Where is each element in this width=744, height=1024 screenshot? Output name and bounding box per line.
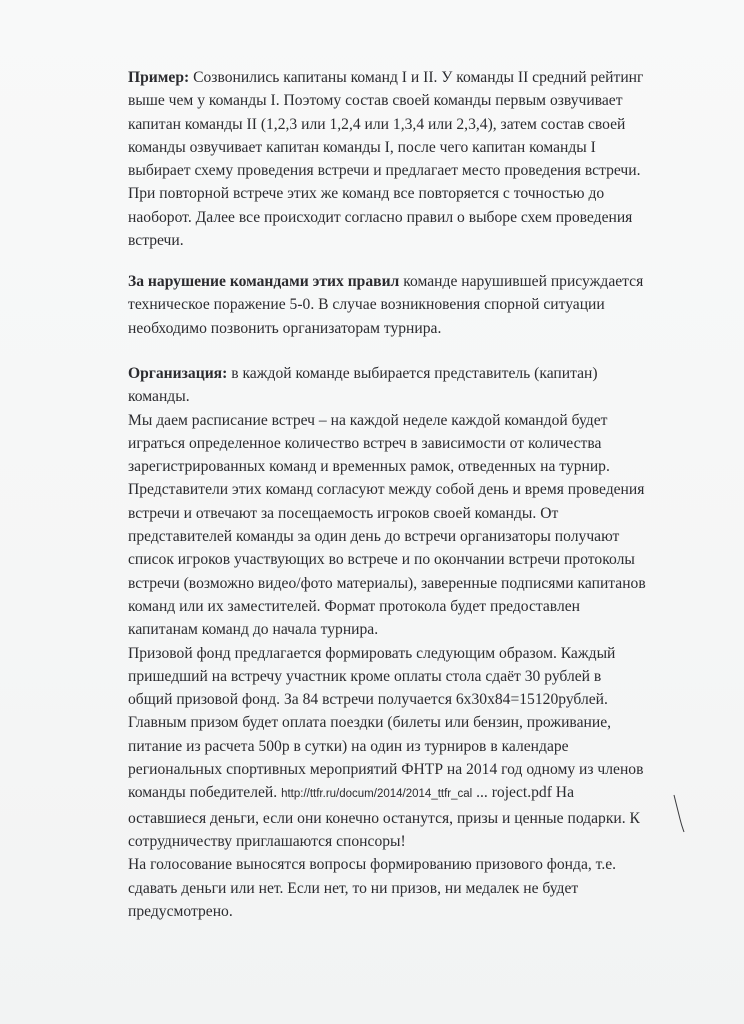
violation-section	[128, 270, 698, 340]
organization-line: сдавать деньги или нет. Если нет, то ни призов, ни медалек не будет	[128, 879, 579, 897]
violation-line: техническое поражение 5-0. В случае возникновения спорной ситуации	[128, 296, 605, 314]
organization-line: пришедший на встречу участник кроме оплаты стола сдаёт 30 рублей в	[128, 667, 602, 685]
example-first-line-text: Созвонились капитаны команд I и II. У команды II средний рейтинг	[189, 69, 644, 86]
organization-line: список игроков участвующих во встрече и по окончании встречи протоколы	[128, 551, 635, 569]
organization-line: встречи (возможно видео/фото материалы), заверенные подписями капитанов	[128, 574, 646, 592]
organization-line: Главным призом будет оплата поездки (билеты или бензин, проживание,	[128, 714, 612, 732]
organization-line: Представители этих команд согласуют между собой день и время проведения	[128, 481, 645, 499]
example-section	[128, 66, 698, 252]
example-line: При повторной встрече этих же команд все повторяется с точностью до	[128, 185, 605, 203]
violation-first-line	[128, 270, 698, 293]
example-line: наоборот. Далее все происходит согласно правил о выборе схем проведения	[128, 208, 633, 226]
organization-line: На голосование выносятся вопросы формированию призового фонда, т.е.	[128, 856, 617, 874]
organization-line: региональных спортивных мероприятий ФНТР на 2014 год одному из членов	[128, 761, 644, 779]
violation-first-line-text: команде нарушившей присуждается	[399, 273, 644, 290]
organization-line: общий призовой фонд. За 84 встречи получается 6х30х84=15120рублей.	[128, 691, 608, 709]
violation-line: необходимо позвонить организаторам турнира.	[128, 319, 442, 337]
pen-stroke-mark	[672, 793, 686, 833]
organization-line: команд или их заместителей. Формат протокола будет предоставлен	[128, 597, 581, 615]
url-line-suffix: ... roject.pdf На	[472, 784, 574, 802]
example-first-line	[128, 66, 698, 89]
organization-line: Призовой фонд предлагается формировать следующим образом. Каждый	[128, 644, 616, 662]
example-line: выше чем у команды I. Поэтому состав своей команды первым озвучивает	[128, 92, 623, 110]
example-line: команды озвучивает капитан команды I, после чего капитан команды I	[128, 138, 596, 156]
organization-line: капитанам команд до начала турнира.	[128, 621, 379, 639]
example-line: выбирает схему проведения встречи и предлагает место проведения встречи.	[128, 162, 641, 180]
organization-heading: Организация:	[128, 365, 228, 382]
organization-line: питание из расчета 500р в сутки) на один из турниров в календаре	[128, 737, 569, 755]
violation-heading: За нарушение командами этих правил	[128, 273, 400, 290]
organization-line: команды.	[128, 388, 190, 406]
organization-line: Мы даем расписание встреч – на каждой неделе каждой командой будет	[128, 411, 608, 429]
organization-line: встречи и отвечают за посещаемость игроков своей команды. От	[128, 504, 559, 522]
url-line-prefix: команды победителей.	[128, 784, 282, 802]
organization-line: представителей команды за один день до встречи организаторы получают	[128, 528, 620, 546]
organization-line: играться определенное количество встреч в зависимости от количества	[128, 434, 602, 452]
organization-line: предусмотрено.	[128, 902, 233, 920]
example-line: встречи.	[128, 232, 184, 250]
example-line: капитан команды II (1,2,3 или 1,2,4 или 1,3,4 или 2,3,4), затем состав своей	[128, 115, 626, 133]
organization-section	[128, 362, 698, 923]
organization-first-line-text: в каждой команде выбирается представитель (капитан)	[227, 365, 598, 382]
calendar-url-link[interactable]: http://ttfr.ru/docum/2014/2014_ttfr_cal	[281, 788, 473, 801]
organization-first-line	[128, 362, 698, 385]
organization-line: оставшиеся деньги, если они конечно останутся, призы и ценные подарки. К	[128, 809, 640, 827]
example-heading: Пример:	[128, 69, 190, 86]
organization-url-line	[128, 781, 698, 806]
organization-line: зарегистрированных команд и временных рамок, отведенных на турнир.	[128, 458, 610, 476]
organization-line: сотрудничеству приглашаются спонсоры!	[128, 832, 406, 850]
